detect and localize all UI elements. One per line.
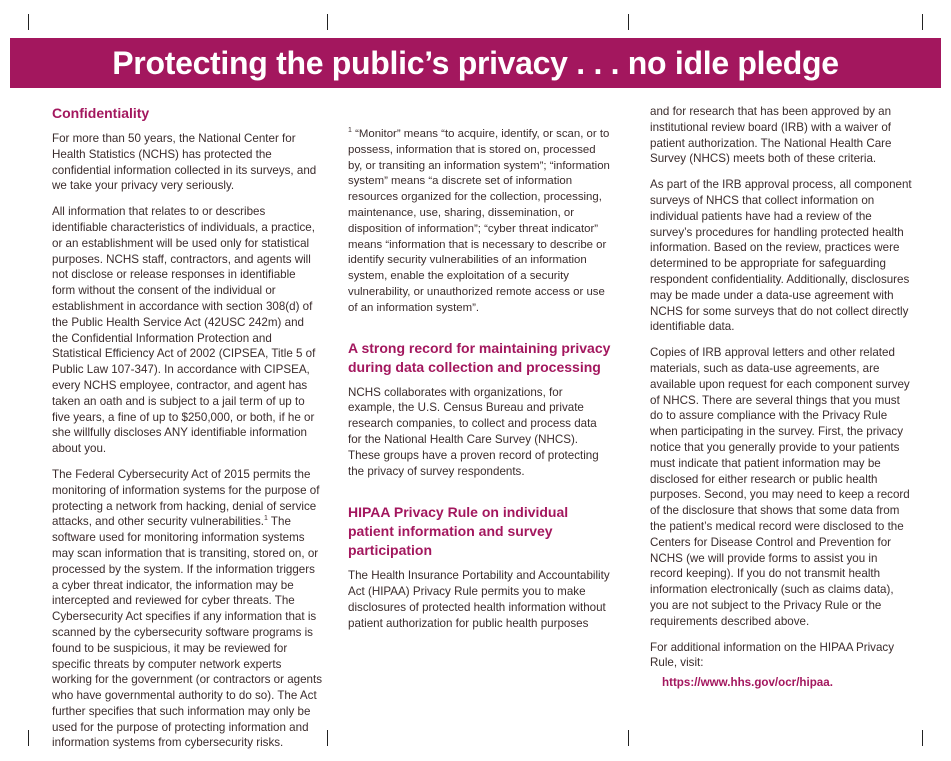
footnote-marker: 1 — [264, 515, 268, 523]
section-heading-hipaa: HIPAA Privacy Rule on individual patient information and survey participation — [348, 504, 569, 559]
crop-mark — [628, 730, 629, 746]
paragraph: As part of the IRB approval process, all component surveys of NHCS that collect information on individual patients have had a review of the survey’s procedures for handling protected health information. Based on the review, practices were determined to be appropriate for safeguarding respondent confidentiality. Additionally, disclosures may be made under a data-use agreement with NCHS for some surveys that do not collect directly identifiable data. — [650, 178, 912, 334]
crop-mark — [922, 14, 923, 30]
section-heading-strong-record: A strong record for maintaining privacy during data collection and processing — [348, 339, 611, 375]
crop-mark — [327, 14, 328, 30]
link-row — [650, 675, 912, 691]
crop-mark — [922, 730, 923, 746]
text-span: The software used for monitoring information systems may scan information that is transiting, stored on, or processed by the system. If the information triggers a cyber threat indicator, the information may be intercepted and reviewed for cyber threats. The Cybersecurity Act specifies if any information that is scanned by the cybersecurity software programs is found to be suspicious, it may be reviewed for specific threats by computer network experts working for the government (or contractors or agents who have governmental authority to do so). The Act further specifies that such information may only be used for the purpose of protecting information and information systems from cybersecurity risks. — [52, 515, 323, 750]
text-span: The Federal Cybersecurity Act of 2015 permits the monitoring of information systems for the purpose of protecting a network from hacking, denial of service attacks, and other security vulnerabilities. — [52, 467, 320, 529]
column-middle — [348, 127, 612, 642]
paragraph: and for research that has been approved by an institutional review board (IRB) with a waiver of patient authorization. The National Health Care Survey (NHCS) meets both of these criteria. — [650, 105, 892, 166]
paragraph: All information that relates to or describes identifiable characteristics of individuals, a practice, or an establishment will be used only for statistical purposes. NCHS staff, contractors, and agents will not disclose or release responses in identifiable form without the consent of the individual or establishment in accordance with section 308(d) of the Public Health Service Act (42USC 242m) and the Confidential Information Protection and Statistical Efficiency Act of 2002 (CIPSEA, Title 5 of Public Law 107-347). In accordance with CIPSEA, every NCHS employee, contractor, and agent has taken an oath and is subject to a jail term of up to five years, a fine of up to $250,000, or both, if he or she willfully discloses ANY identifiable information about you. — [52, 205, 316, 456]
paragraph: NCHS collaborates with organizations, for example, the U.S. Census Bureau and private research companies, to collect and process data for the National Health Care Survey (NHCS). These groups have a proven record of protecting the privacy of survey respondents. — [348, 385, 599, 478]
link-period: . — [829, 676, 833, 690]
crop-mark — [628, 14, 629, 30]
crop-mark — [28, 730, 29, 746]
paragraph: For additional information on the HIPAA Privacy Rule, visit: — [650, 640, 895, 670]
crop-mark — [28, 14, 29, 30]
column-left — [52, 104, 322, 761]
paragraph: For more than 50 years, the National Center for Health Statistics (NCHS) has protected the confidential information collected in its surveys, and we take your privacy very seriously. — [52, 132, 317, 193]
section-heading-confidentiality: Confidentiality — [52, 105, 150, 121]
paragraph: Copies of IRB approval letters and other related materials, such as data-use agreements, are available upon request for each component survey of NHCS. There are several things that you must do to assure compliance with the Privacy Rule when participating in the survey. First, the privacy notice that you generally provide to your patients must indicate that patient information may be disclosed for either research or public health purposes. Second, you may need to keep a record of the disclosure that shows that some data from the patient’s medical record were disclosed to the Centers for Disease Control and Prevention for NCHS (we will provide forms to assist you in record keeping). If you do not transmit health information electronically (such as claims data), you are not subject to the Privacy Rule or the requirements described above. — [650, 346, 910, 628]
paragraph-cybersecurity — [52, 467, 322, 751]
hipaa-link[interactable]: https://www.hhs.gov/ocr/hipaa — [662, 676, 830, 690]
text-span: “Monitor” means “to acquire, identify, or scan, or to possess, information that is stored on, processed by, or transiting an information system”; “information system” means “a discrete set of information resources organized for the collection, processing, maintenance, use, sharing, dissemination, or disposition of information”; “cyber threat indicator” means “information that is necessary to describe or identify security vulnerabilities of an information system, enable the exploitation of a security vulnerability, or unauthorized remote access or use of an information system”. — [348, 128, 610, 314]
title-banner — [10, 38, 941, 88]
footnote-marker: 1 — [348, 127, 352, 135]
crop-mark — [327, 730, 328, 746]
paragraph: The Health Insurance Portability and Accountability Act (HIPAA) Privacy Rule permits you to make disclosures of protected health information without patient authorization for public health purposes — [348, 569, 610, 630]
footnote — [348, 127, 612, 317]
page-title: Protecting the public’s privacy . . . no idle pledge — [112, 44, 839, 81]
column-right — [650, 104, 912, 691]
